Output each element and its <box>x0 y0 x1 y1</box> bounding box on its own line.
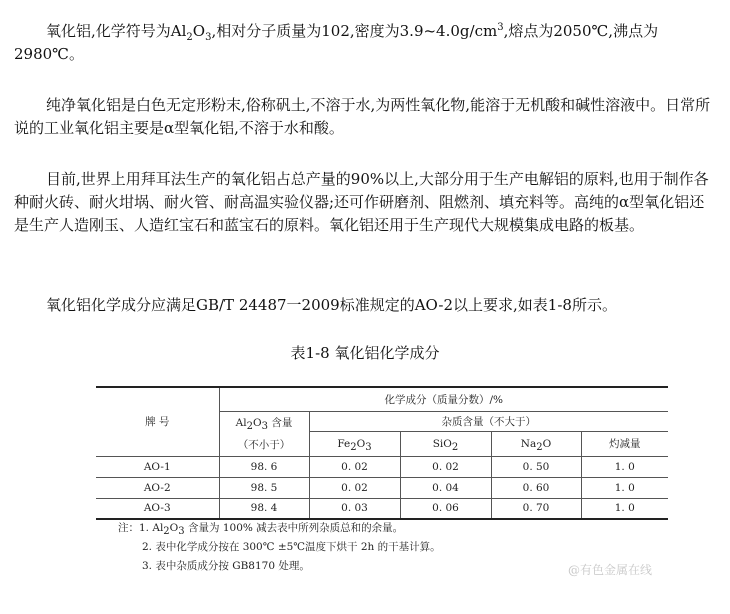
cell-sio2: 0. 04 <box>400 477 491 498</box>
cell-na2o: 0. 70 <box>491 498 581 519</box>
cell-fe2o3: 0. 02 <box>309 477 400 498</box>
cell-fe2o3: 0. 02 <box>309 456 400 477</box>
paragraph-3: 目前,世界上用拜耳法生产的氧化铝占总产量的90%以上,大部分用于生产电解铝的原料,也用于制作各种耐火砖、耐火坩埚、耐火管、耐高温实验仪器;还可作研磨剂、阻燃剂、填充料等。高纯的α型氧化铝还是生产人造刚玉、人造红宝石和蓝宝石的原料。氧化铝还用于生产现代大规模集成电路的板基。 <box>14 170 709 234</box>
header-grade: 牌 号 <box>96 387 219 456</box>
note-1: 注：1. $Al_2O_3$ 含量为 100% 减去表中所列杂质总和的余量。 <box>118 522 404 538</box>
cell-na2o: 0. 50 <box>491 456 581 477</box>
table-row <box>96 498 668 519</box>
cell-sio2: 0. 06 <box>400 498 491 519</box>
header-al2o3: $Al_2O_3$ 含量 （不小于） <box>219 411 309 456</box>
cell-fe2o3: 0. 03 <box>309 498 400 519</box>
cell-grade: AO-2 <box>96 477 219 498</box>
cell-loss: 1. 0 <box>581 498 668 519</box>
note-3: 3. 表中杂质成分按 GB8170 处理。 <box>142 560 310 572</box>
table-notes <box>118 519 441 576</box>
watermark: @有色金属在线 <box>568 563 653 577</box>
cell-na2o: 0. 60 <box>491 477 581 498</box>
note-2: 2. 表中化学成分按在 300℃ ±5℃温度下烘干 2h 的干基计算。 <box>142 541 441 553</box>
table-row <box>96 456 668 477</box>
header-fe2o3: $Fe_2O_3$ <box>309 431 400 456</box>
table-caption: 表1-8 氧化铝化学成分 <box>290 344 440 362</box>
composition-table <box>96 386 668 520</box>
cell-loss: 1. 0 <box>581 456 668 477</box>
table-row <box>96 477 668 498</box>
header-sio2: SiO$_2$ <box>400 431 491 456</box>
header-loss: 灼减量 <box>581 431 668 456</box>
cell-al2o3: 98. 6 <box>219 456 309 477</box>
header-na2o: $Na_2O$ <box>491 431 581 456</box>
cell-grade: AO-1 <box>96 456 219 477</box>
cell-grade: AO-3 <box>96 498 219 519</box>
header-composition: 化学成分（质量分数）/% <box>219 387 668 411</box>
cell-al2o3: 98. 5 <box>219 477 309 498</box>
paragraph-1: 氧化铝,化学符号为$Al_2O_3$,相对分子质量为102,密度为$3.9\sim 4.0g/cm^3$,熔点为2050℃,沸点为2980℃。 <box>14 22 659 63</box>
paragraph-4: 氧化铝化学成分应满足GB/T 24487一2009标准规定的AO-2以上要求,如表1-8所示。 <box>46 296 617 314</box>
paragraph-2: 纯净氧化铝是白色无定形粉末,俗称矾土,不溶于水,为两性氧化物,能溶于无机酸和碱性溶液中。日常所说的工业氧化铝主要是α型氧化铝,不溶于水和酸。 <box>14 96 711 137</box>
cell-sio2: 0. 02 <box>400 456 491 477</box>
cell-al2o3: 98. 4 <box>219 498 309 519</box>
cell-loss: 1. 0 <box>581 477 668 498</box>
header-impurity: 杂质含量（不大于） <box>309 411 668 431</box>
